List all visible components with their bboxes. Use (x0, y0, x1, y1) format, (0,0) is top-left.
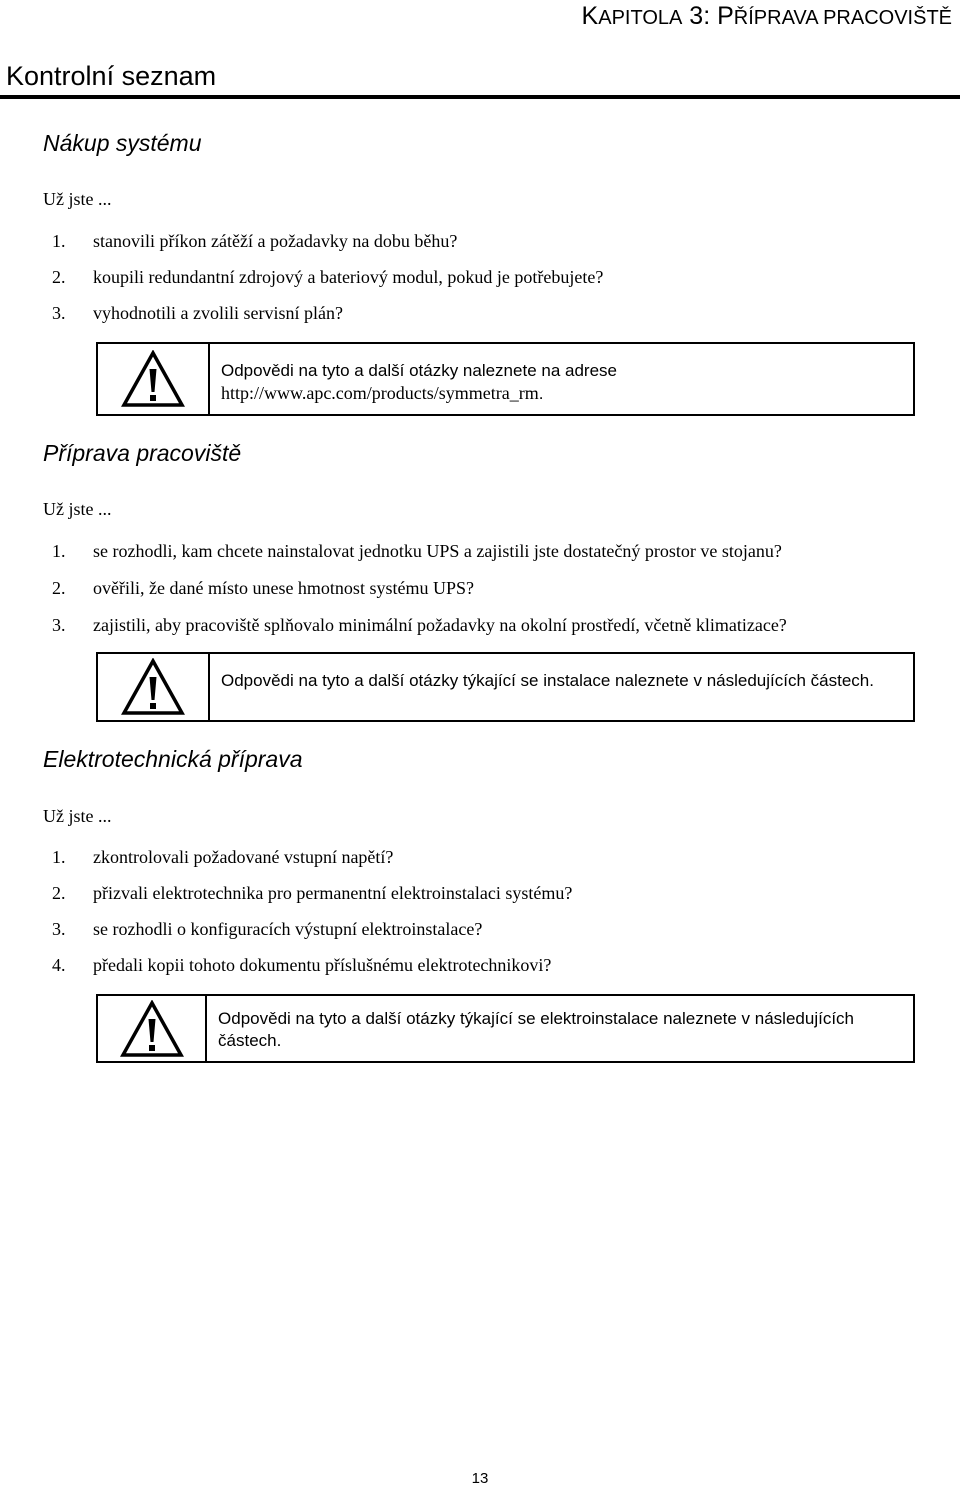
section-intro: Už jste ... (43, 806, 112, 826)
section-intro: Už jste ... (43, 499, 112, 519)
list-item: 3. vyhodnotili a zvolili servisní plán? (52, 303, 343, 323)
checklist-purchase (52, 231, 603, 339)
list-item: 1. zkontrolovali požadované vstupní napětí? (52, 847, 394, 867)
section-heading-electrical: Elektrotechnická příprava (43, 746, 303, 772)
note-box-site-prep (96, 652, 915, 722)
warning-triangle-icon (121, 658, 185, 716)
warning-triangle-icon (121, 350, 185, 408)
note-text: Odpovědi na tyto a další otázky týkající se elektroinstalace naleznete v následujících částech. (218, 1009, 854, 1050)
section-heading-site-prep: Příprava pracoviště (43, 440, 242, 466)
chapter-header (582, 2, 952, 31)
checklist-electrical (52, 847, 572, 991)
chapter-word: APITOLA (598, 7, 683, 29)
note-box-electrical (96, 994, 915, 1063)
chapter-title-initial: P (717, 2, 734, 30)
note-box-purchase: Odpovědi na tyto a další otázky naleznete na adrese http://www.apc.com/products/symmetra_rm. (96, 342, 915, 416)
symmetra-link[interactable]: http://www.apc.com/products/symmetra_rm (221, 383, 539, 403)
title-divider (0, 95, 960, 99)
list-item: 3. zajistili, aby pracoviště splňovalo minimální požadavky na okolní prostředí, včetně klimatizace? (52, 615, 787, 635)
list-item: 2. přizvali elektrotechnika pro permanentní elektroinstalaci systému? (52, 883, 573, 903)
list-item: 1. stanovili příkon zátěží a požadavky na dobu běhu? (52, 231, 458, 251)
page-number: 13 (471, 1470, 489, 1487)
checklist-site-prep (52, 541, 787, 652)
note-text: Odpovědi na tyto a další otázky naleznete na adrese (221, 361, 617, 380)
list-item: 3. se rozhodli o konfiguracích výstupní elektroinstalace? (52, 919, 483, 939)
note-text: Odpovědi na tyto a další otázky týkající se instalace naleznete v následujících částech. (221, 671, 874, 690)
chapter-number: 3: (682, 2, 718, 30)
chapter-initial: K (581, 2, 599, 30)
section-heading-purchase: Nákup systému (43, 130, 202, 156)
warning-triangle-icon (120, 1000, 184, 1058)
list-item: 2. koupili redundantní zdrojový a bateriový modul, pokud je potřebujete? (52, 267, 604, 287)
list-item: 4. předali kopii tohoto dokumentu příslušnému elektrotechnikovi? (52, 955, 552, 975)
chapter-title-rest: ŘÍPRAVA PRACOVIŠTĚ (733, 7, 952, 29)
list-item: 1. se rozhodli, kam chcete nainstalovat jednotku UPS a zajistili jste dostatečný prostor ve stojanu? (52, 541, 782, 561)
section-intro: Už jste ... (43, 189, 112, 209)
list-item: 2. ověřili, že dané místo unese hmotnost systému UPS? (52, 578, 474, 598)
page-title: Kontrolní seznam (6, 61, 217, 91)
